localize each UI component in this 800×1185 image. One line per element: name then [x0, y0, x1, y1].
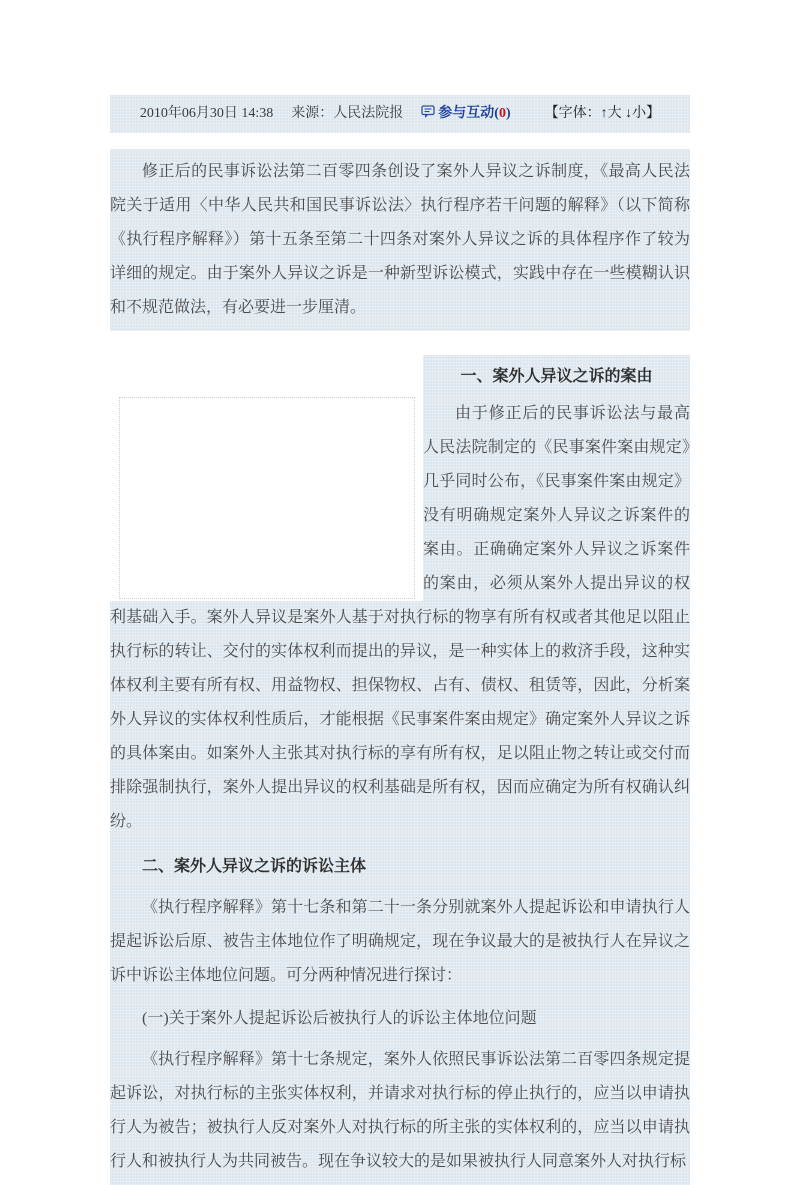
- section2-paragraph: 《执行程序解释》第十七条和第二十一条分别就案外人提起诉讼和申请执行人提起诉讼后原、被告主体地位作了明确规定，现在争议最大的是被执行人在异议之诉中诉讼主体地位问题。可分两种情况进行探讨：: [110, 899, 690, 984]
- font-size-control: [545, 106, 661, 121]
- interact-link[interactable]: [421, 106, 510, 121]
- source-name: 人民法院报: [333, 106, 404, 121]
- interact-count-close: ): [505, 106, 511, 121]
- article-page: [110, 0, 690, 1185]
- interact-count-open: (: [494, 106, 499, 121]
- font-decrease-button[interactable]: ↓小: [625, 106, 647, 121]
- article-image-area: [110, 355, 423, 601]
- section1-paragraph: 由于修正后的民事诉讼法与最高人民法院制定的《民事案件案由规定》几乎同时公布，《民事案件案由规定》没有明确规定案外人异议之诉案件的案由。正确确定案外人异议之诉案件的案由，必须从案外人提出异议的权利基础入手。案外人异议是案外人基于对执行标的物享有所有权或者其他足以阻止执行标的转让、交付的实体权利而提出的异议，是一种实体上的救济手段，这种实体权利主要有所有权、用益物权、担保物权、占有、债权、租赁等，因此，分析案外人异议的实体权利性质后，才能根据《民事案件案由规定》确定案外人异议之诉的具体案由。如案外人主张其对执行标的享有所有权，足以阻止物之转让或交付而排除强制执行，案外人提出异议的权利基础是所有权，因而应确定为所有权确认纠纷。: [110, 405, 690, 830]
- section1-heading: 一、案外人异议之诉的案由: [460, 368, 653, 385]
- section2-heading: 二、案外人异议之诉的诉讼主体: [142, 858, 367, 875]
- font-increase-button[interactable]: ↑大: [600, 106, 622, 121]
- font-control-prefix: 【字体：: [544, 106, 601, 121]
- source-label: 来源：: [291, 106, 334, 121]
- section2-sub1-paragraph: 《执行程序解释》第十七条规定，案外人依照民事诉讼法第二百零四条规定提起诉讼，对执行标的主张实体权利，并请求对执行标的停止执行的，应当以申请执行人为被告；被执行人反对案外人对执行标的所主张的实体权利的，应当以申请执行人和被执行人为共同被告。现在争议较大的是如果被执行人同意案外人对执行标: [110, 1051, 690, 1170]
- intro-paragraph: 修正后的民事诉讼法第二百零四条创设了案外人异议之诉制度，《最高人民法院关于适用〈中华人民共和国民事诉讼法〉执行程序若干问题的解释》（以下简称《执行程序解释》）第十五条至第二十四条对案外人异议之诉的具体程序作了较为详细的规定。由于案外人异议之诉是一种新型诉讼模式，实践中存在一些模糊认识和不规范做法，有必要进一步厘清。: [110, 149, 690, 331]
- interact-label: 参与互动: [438, 106, 495, 121]
- article-meta-bar: [110, 95, 690, 133]
- speech-bubble-icon: [421, 105, 436, 119]
- interact-count: 0: [498, 106, 506, 121]
- publish-datetime: 2010年06月30日 14:38: [139, 106, 274, 121]
- missing-image-placeholder: [119, 397, 415, 599]
- article-main-block: [110, 355, 690, 1185]
- font-control-suffix: 】: [646, 106, 661, 121]
- section2-sub1-heading: (一)关于案外人提起诉讼后被执行人的诉讼主体地位问题: [142, 1010, 537, 1027]
